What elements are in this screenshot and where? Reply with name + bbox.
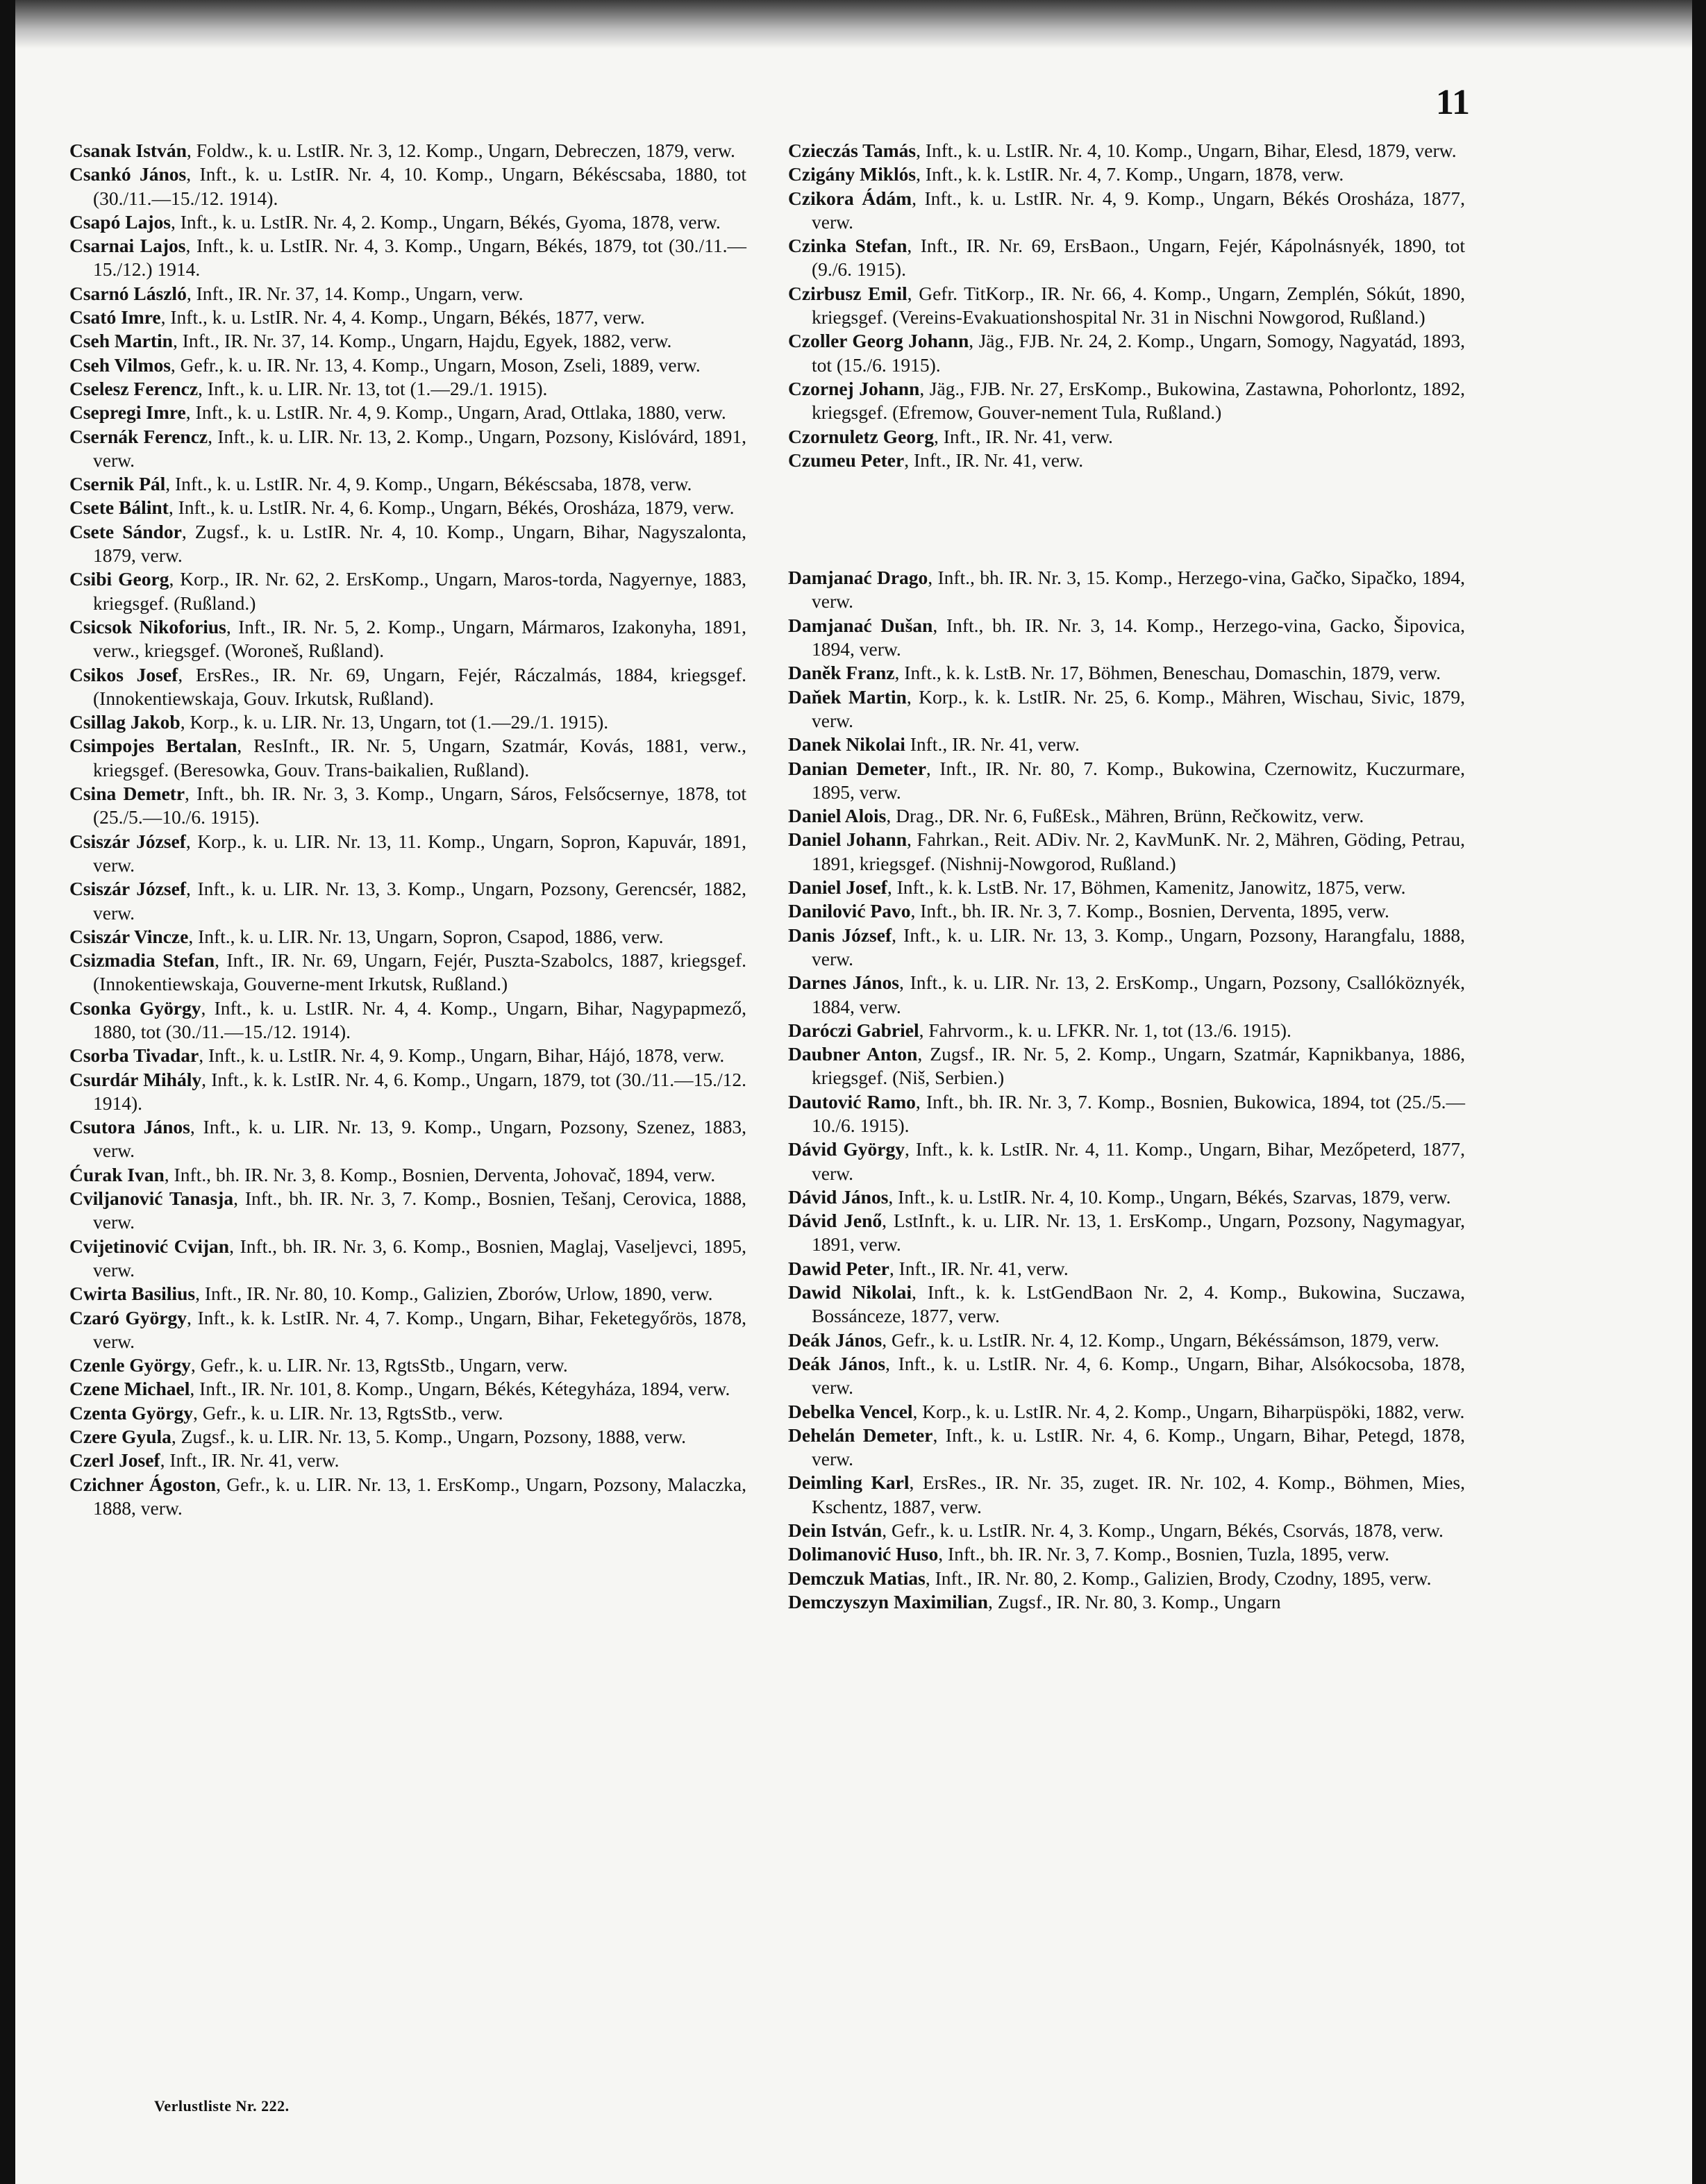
entry-details: , Inft., bh. IR. Nr. 3, 8. Komp., Bosnien, Derventa, Johovač, 1894, verw. bbox=[164, 1163, 716, 1185]
entry-details: , Inft., k. k. LstIR. Nr. 4, 7. Komp., Ungarn, Bihar, Feketegyőrös, 1878, verw. bbox=[93, 1306, 746, 1352]
entry-details: , Foldw., k. u. LstIR. Nr. 3, 12. Komp., Ungarn, Debreczen, 1879, verw. bbox=[186, 140, 735, 161]
left-column bbox=[69, 139, 746, 1520]
entry-details: , Inft., bh. IR. Nr. 3, 14. Komp., Herzego-vina, Gacko, Šipovica, 1894, verw. bbox=[812, 614, 1465, 660]
entry-name: Csete Bálint bbox=[69, 497, 169, 519]
entry-name: Dein István bbox=[788, 1519, 883, 1542]
entry-name: Czinka Stefan bbox=[788, 235, 908, 257]
entry-name: Csató Imre bbox=[69, 306, 161, 328]
list-entry bbox=[69, 925, 746, 949]
entry-details: , Inft., k. u. LIR. Nr. 13, 2. ErsKomp., Ungarn, Pozsony, Csallóköznyék, 1884, verw. bbox=[812, 972, 1466, 1017]
entry-details: , Inft., k. u. LstIR. Nr. 4, 3. Komp., Ungarn, Békés, 1879, tot (30./11.—15./12.) 1914. bbox=[93, 235, 746, 281]
list-entry bbox=[69, 425, 746, 473]
entry-details: , Inft., k. k. LstB. Nr. 17, Böhmen, Beneschau, Domaschin, 1879, verw. bbox=[894, 662, 1441, 684]
list-entry bbox=[788, 685, 1465, 733]
entry-name: Debelka Vencel bbox=[788, 1400, 913, 1422]
list-entry bbox=[788, 1090, 1465, 1138]
list-entry bbox=[788, 566, 1465, 614]
entry-name: Dawid Peter bbox=[788, 1257, 889, 1279]
entry-details: , Gefr., k. u. LstIR. Nr. 4, 3. Komp., Ungarn, Békés, Csorvás, 1878, verw. bbox=[882, 1519, 1444, 1542]
entry-details: , Zugsf., IR. Nr. 5, 2. Komp., Ungarn, Szatmár, Kapnikbanya, 1886, kriegsgef. (Niš, Serbien.) bbox=[812, 1043, 1465, 1089]
entry-details: , Zugsf., k. u. LIR. Nr. 13, 5. Komp., Ungarn, Pozsony, 1888, verw. bbox=[171, 1426, 687, 1448]
entry-details: , LstInft., k. u. LIR. Nr. 13, 1. ErsKomp., Ungarn, Pozsony, Nagymagyar, 1891, verw. bbox=[812, 1210, 1465, 1256]
entry-name: Csizmadia Stefan bbox=[69, 949, 215, 972]
section-d-entries bbox=[788, 566, 1465, 1614]
entry-details: , Korp., k. u. LIR. Nr. 13, Ungarn, tot (1.—29./1. 1915). bbox=[180, 711, 609, 733]
list-entry bbox=[788, 1400, 1465, 1424]
entry-name: Damjanać Dušan bbox=[788, 614, 933, 636]
entry-name: Czornuletz Georg bbox=[788, 425, 934, 447]
entry-name: Dehelán Demeter bbox=[788, 1424, 933, 1446]
entry-name: Cseh Vilmos bbox=[69, 353, 171, 376]
entry-name: Daňek Martin bbox=[788, 685, 907, 708]
entry-name: Deák János bbox=[788, 1352, 886, 1374]
entry-name: Csapó Lajos bbox=[69, 210, 171, 233]
entry-name: Cviljanović Tanasja bbox=[69, 1187, 234, 1210]
list-entry bbox=[788, 661, 1465, 685]
entry-details: , Inft., IR. Nr. 41, verw. bbox=[889, 1257, 1069, 1279]
entry-details: , Gefr., k. u. LIR. Nr. 13, RgtsStb., verw. bbox=[192, 1401, 503, 1424]
entry-details: , Inft., k. u. LstIR. Nr. 4, 6. Komp., Ungarn, Bihar, Alsókocsoba, 1878, verw. bbox=[812, 1352, 1465, 1399]
entry-name: Daubner Anton bbox=[788, 1043, 918, 1065]
list-entry bbox=[788, 329, 1465, 377]
scan-right-edge bbox=[1692, 0, 1706, 2184]
entry-details: , Inft., IR. Nr. 37, 14. Komp., Ungarn, verw. bbox=[186, 282, 524, 304]
list-entry bbox=[69, 1163, 746, 1187]
list-entry bbox=[788, 139, 1465, 162]
list-entry bbox=[69, 472, 746, 496]
list-entry bbox=[69, 282, 746, 306]
list-entry bbox=[69, 1068, 746, 1116]
list-entry bbox=[69, 567, 746, 615]
entry-details: , Inft., k. u. LIR. Nr. 13, tot (1.—29./1. 1915). bbox=[198, 377, 548, 399]
entry-details: , Korp., IR. Nr. 62, 2. ErsKomp., Ungarn, Maros-torda, Nagyernye, 1883, kriegsgef. (Rußland.) bbox=[93, 568, 746, 614]
entry-details: , Inft., k. u. LstIR. Nr. 4, 4. Komp., Ungarn, Bihar, Nagypapmező, 1880, tot (30./11.—15./12. 1914). bbox=[93, 997, 746, 1042]
entry-name: Czikora Ádám bbox=[788, 187, 912, 209]
list-entry bbox=[788, 282, 1465, 330]
entry-name: Csernák Ferencz bbox=[69, 425, 208, 447]
list-entry bbox=[69, 1449, 746, 1472]
list-entry bbox=[788, 1542, 1465, 1566]
entry-name: Cseh Martin bbox=[69, 330, 173, 352]
list-entry bbox=[788, 1257, 1465, 1281]
entry-name: Csiszár József bbox=[69, 878, 186, 900]
entry-details: , Inft., IR. Nr. 80, 2. Komp., Galizien, Brody, Czodny, 1895, verw. bbox=[925, 1567, 1432, 1589]
entry-name: Csanak István bbox=[69, 140, 187, 161]
entry-name: Csonka György bbox=[69, 997, 201, 1019]
entry-details: , Jäg., FJB. Nr. 24, 2. Komp., Ungarn, Somogy, Nagyatád, 1893, tot (15./6. 1915). bbox=[812, 330, 1465, 376]
entry-details: , Inft., k. u. LstIR. Nr. 4, 9. Komp., Ungarn, Arad, Ottlaka, 1880, verw. bbox=[185, 401, 726, 424]
entry-name: Czaró György bbox=[69, 1306, 187, 1328]
entry-name: Daniel Johann bbox=[788, 828, 908, 851]
entry-name: Demczuk Matias bbox=[788, 1567, 926, 1589]
list-entry bbox=[69, 496, 746, 519]
list-entry bbox=[69, 306, 746, 329]
entry-name: Dávid Jenő bbox=[788, 1210, 883, 1232]
entry-details: , Inft., k. k. LstB. Nr. 17, Böhmen, Kamenitz, Janowitz, 1875, verw. bbox=[887, 876, 1406, 899]
entry-name: Deák János bbox=[788, 1328, 883, 1351]
list-entry bbox=[69, 1425, 746, 1449]
entry-name: Csiszár József bbox=[69, 830, 186, 852]
page-number: 11 bbox=[1435, 83, 1470, 122]
list-entry bbox=[788, 1424, 1465, 1472]
list-entry bbox=[788, 1471, 1465, 1519]
entry-name: Czumeu Peter bbox=[788, 449, 905, 471]
entry-details: , Inft., k. u. LstIR. Nr. 4, 10. Komp., Ungarn, Békéscsaba, 1880, tot (30./11.—15./12. 1914). bbox=[93, 163, 746, 209]
list-entry bbox=[788, 757, 1465, 805]
entry-details: , Zugsf., k. u. LstIR. Nr. 4, 10. Komp., Ungarn, Bihar, Nagyszalonta, 1879, verw. bbox=[93, 520, 746, 567]
entry-details: , Inft., IR. Nr. 41, verw. bbox=[904, 449, 1084, 471]
entry-details: , Drag., DR. Nr. 6, FußEsk., Mähren, Brünn, Rečkowitz, verw. bbox=[886, 805, 1364, 827]
list-entry bbox=[788, 449, 1465, 472]
entry-details: , Inft., IR. Nr. 80, 7. Komp., Bukowina, Czernowitz, Kuczurmare, 1895, verw. bbox=[812, 757, 1465, 803]
entry-name: Csikos Josef bbox=[69, 663, 178, 685]
entry-name: Ćurak Ivan bbox=[69, 1163, 165, 1185]
entry-name: Dautović Ramo bbox=[788, 1090, 916, 1112]
entry-details: , Inft., k. u. LstIR. Nr. 4, 10. Komp., Ungarn, Békés, Szarvas, 1879, verw. bbox=[888, 1185, 1451, 1208]
entry-name: Daniel Alois bbox=[788, 805, 887, 827]
entry-name: Czigány Miklós bbox=[788, 163, 917, 185]
entry-details: , Inft., IR. Nr. 37, 14. Komp., Ungarn, Hajdu, Egyek, 1882, verw. bbox=[172, 330, 672, 352]
entry-details: , Korp., k. u. LstIR. Nr. 4, 2. Komp., Ungarn, Biharpüspöki, 1882, verw. bbox=[912, 1400, 1465, 1422]
entry-details: , Inft., k. u. LIR. Nr. 13, 3. Komp., Ungarn, Pozsony, Gerencsér, 1882, verw. bbox=[93, 878, 746, 924]
entry-name: Csete Sándor bbox=[69, 520, 182, 542]
entry-details: , Inft., IR. Nr. 41, verw. bbox=[160, 1449, 340, 1472]
list-entry bbox=[788, 1567, 1465, 1590]
entry-details: , Inft., bh. IR. Nr. 3, 7. Komp., Bosnien, Tešanj, Cerovica, 1888, verw. bbox=[93, 1187, 746, 1233]
list-entry bbox=[69, 1282, 746, 1306]
entry-name: Csicsok Nikoforius bbox=[69, 615, 226, 637]
list-entry bbox=[788, 828, 1465, 876]
entry-name: Czenta György bbox=[69, 1401, 193, 1424]
list-entry bbox=[69, 329, 746, 353]
entry-details: , Inft., k. k. LstIR. Nr. 4, 7. Komp., Ungarn, 1878, verw. bbox=[916, 163, 1344, 185]
list-entry bbox=[788, 1352, 1465, 1400]
list-entry bbox=[69, 1235, 746, 1283]
entry-details: , Gefr. TitKorp., IR. Nr. 66, 4. Komp., Ungarn, Zemplén, Sókút, 1890, kriegsgef. (Vereins-Evakuationshospital Nr. 31 in Nischni Nowgorod, Rußland.) bbox=[812, 282, 1465, 328]
entry-name: Csina Demetr bbox=[69, 783, 185, 805]
entry-details: , Inft., k. u. LstIR. Nr. 4, 9. Komp., Ungarn, Békéscsaba, 1878, verw. bbox=[165, 473, 692, 495]
entry-name: Cvijetinović Cvijan bbox=[69, 1235, 230, 1257]
list-entry bbox=[788, 1519, 1465, 1542]
entry-name: Daróczi Gabriel bbox=[788, 1019, 919, 1041]
entry-details: , Inft., k. u. LstIR. Nr. 4, 10. Komp., Ungarn, Bihar, Elesd, 1879, verw. bbox=[916, 140, 1457, 161]
entry-name: Darnes János bbox=[788, 972, 899, 994]
entry-name: Danilović Pavo bbox=[788, 900, 911, 922]
entry-details: , Inft., k. u. LstIR. Nr. 4, 9. Komp., Ungarn, Bihar, Hájó, 1878, verw. bbox=[199, 1044, 725, 1067]
list-entry bbox=[69, 615, 746, 663]
entry-name: Czerl Josef bbox=[69, 1449, 160, 1472]
entry-name: Dolimanović Huso bbox=[788, 1543, 939, 1565]
list-entry bbox=[788, 1137, 1465, 1185]
entry-name: Csarnó László bbox=[69, 282, 187, 304]
entry-name: Czere Gyula bbox=[69, 1426, 172, 1448]
entry-name: Csillag Jakob bbox=[69, 711, 181, 733]
list-entry bbox=[69, 401, 746, 424]
entry-details: , Inft., bh. IR. Nr. 3, 7. Komp., Bosnien, Tuzla, 1895, verw. bbox=[938, 1543, 1389, 1565]
list-entry bbox=[788, 1019, 1465, 1042]
entry-name: Daniel Josef bbox=[788, 876, 887, 899]
entry-name: Czieczás Tamás bbox=[788, 140, 917, 161]
list-entry bbox=[788, 804, 1465, 828]
list-entry bbox=[69, 1306, 746, 1354]
entry-name: Czichner Ágoston bbox=[69, 1473, 217, 1495]
list-entry bbox=[69, 520, 746, 568]
list-entry bbox=[788, 971, 1465, 1019]
entry-details: , Inft., k. u. LIR. Nr. 13, 3. Komp., Ungarn, Pozsony, Harangfalu, 1888, verw. bbox=[812, 924, 1465, 969]
section-c-entries bbox=[788, 139, 1465, 472]
entry-name: Dawid Nikolai bbox=[788, 1281, 912, 1303]
list-entry bbox=[788, 1281, 1465, 1328]
entry-details: , Gefr., k. u. LstIR. Nr. 4, 12. Komp., Ungarn, Békéssámson, 1879, verw. bbox=[882, 1328, 1439, 1351]
list-entry bbox=[69, 663, 746, 711]
right-column bbox=[788, 139, 1465, 1614]
entry-details: , Inft., IR. Nr. 80, 10. Komp., Galizien, Zborów, Urlow, 1890, verw. bbox=[195, 1283, 713, 1305]
entry-name: Csernik Pál bbox=[69, 473, 166, 495]
entry-details: , Korp., k. k. LstIR. Nr. 25, 6. Komp., Mähren, Wischau, Sivic, 1879, verw. bbox=[812, 685, 1465, 731]
entry-details: , Fahrvorm., k. u. LFKR. Nr. 1, tot (13./6. 1915). bbox=[919, 1019, 1291, 1041]
list-entry bbox=[69, 734, 746, 782]
entry-details: , Inft., k. u. LIR. Nr. 13, 2. Komp., Ungarn, Pozsony, Kislóvárd, 1891, verw. bbox=[93, 425, 746, 471]
entry-details: , Inft., k. u. LstIR. Nr. 4, 9. Komp., Ungarn, Békés Orosháza, 1877, verw. bbox=[812, 187, 1465, 233]
entry-name: Csurdár Mihály bbox=[69, 1068, 202, 1090]
entry-name: Csiszár Vincze bbox=[69, 925, 189, 947]
list-entry bbox=[788, 924, 1465, 972]
entry-name: Csarnai Lajos bbox=[69, 235, 186, 257]
list-entry bbox=[788, 1328, 1465, 1352]
list-entry bbox=[69, 1377, 746, 1401]
entry-details: , Inft., k. u. LstIR. Nr. 4, 6. Komp., Ungarn, Békés, Orosháza, 1879, verw. bbox=[168, 497, 735, 519]
entry-details: , Gefr., k. u. LIR. Nr. 13, 1. ErsKomp., Ungarn, Pozsony, Malaczka, 1888, verw. bbox=[93, 1473, 746, 1519]
entry-name: Daněk Franz bbox=[788, 662, 895, 684]
list-entry bbox=[788, 425, 1465, 449]
list-entry bbox=[788, 234, 1465, 282]
entry-details: , ErsRes., IR. Nr. 35, zuget. IR. Nr. 102, 4. Komp., Böhmen, Mies, Kschentz, 1887, verw. bbox=[812, 1472, 1465, 1517]
entry-details: , Inft., k. u. LIR. Nr. 13, Ungarn, Sopron, Csapod, 1886, verw. bbox=[188, 925, 664, 947]
list-entry bbox=[788, 187, 1465, 235]
entry-name: Csimpojes Bertalan bbox=[69, 735, 237, 757]
list-entry bbox=[69, 1353, 746, 1377]
list-entry bbox=[788, 1185, 1465, 1209]
entry-name: Czoller Georg Johann bbox=[788, 330, 969, 352]
list-entry bbox=[69, 353, 746, 377]
entry-details: , Gefr., k. u. IR. Nr. 13, 4. Komp., Ungarn, Moson, Zseli, 1889, verw. bbox=[170, 353, 701, 376]
list-entry bbox=[69, 139, 746, 162]
list-entry bbox=[69, 877, 746, 925]
entry-details: , Inft., bh. IR. Nr. 3, 7. Komp., Bosnien, Derventa, 1895, verw. bbox=[910, 900, 1389, 922]
list-entry bbox=[69, 1187, 746, 1235]
list-entry bbox=[788, 899, 1465, 923]
list-entry bbox=[69, 1473, 746, 1521]
list-entry bbox=[69, 949, 746, 997]
list-entry bbox=[788, 876, 1465, 899]
scan-top-edge bbox=[0, 0, 1706, 49]
entry-details: , Inft., k. k. LstIR. Nr. 4, 6. Komp., Ungarn, 1879, tot (30./11.—15./12. 1914). bbox=[93, 1068, 746, 1114]
entry-details: , Inft., IR. Nr. 101, 8. Komp., Ungarn, Békés, Kétegyháza, 1894, verw. bbox=[190, 1378, 730, 1400]
entry-name: Czene Michael bbox=[69, 1378, 190, 1400]
entry-name: Czornej Johann bbox=[788, 377, 920, 399]
entry-details: , ErsRes., IR. Nr. 69, Ungarn, Fejér, Ráczalmás, 1884, kriegsgef. (Innokentiewskaja, Gouv. Irkutsk, Rußland). bbox=[93, 663, 746, 709]
entry-name: Danian Demeter bbox=[788, 757, 926, 779]
footer-list-number: Verlustliste Nr. 222. bbox=[154, 2097, 290, 2115]
list-entry bbox=[69, 997, 746, 1044]
entry-details: , Inft., k. k. LstGendBaon Nr. 2, 4. Komp., Bukowina, Suczawa, Bossánceze, 1877, verw. bbox=[812, 1281, 1465, 1327]
scan-left-edge bbox=[0, 0, 15, 2184]
list-entry bbox=[69, 830, 746, 878]
entry-details: Inft., IR. Nr. 41, verw. bbox=[905, 733, 1080, 756]
entry-name: Csankó János bbox=[69, 163, 187, 185]
entry-name: Cwirta Basilius bbox=[69, 1283, 196, 1305]
entry-details: , Gefr., k. u. LIR. Nr. 13, RgtsStb., Ungarn, verw. bbox=[190, 1354, 568, 1376]
entry-details: , Inft., bh. IR. Nr. 3, 6. Komp., Bosnien, Maglaj, Vaseljevci, 1895, verw. bbox=[93, 1235, 746, 1281]
entry-name: Damjanać Drago bbox=[788, 567, 928, 589]
entry-details: , Inft., k. u. LIR. Nr. 13, 9. Komp., Ungarn, Pozsony, Szenez, 1883, verw. bbox=[93, 1116, 746, 1162]
list-entry bbox=[69, 1115, 746, 1163]
entry-details: , ResInft., IR. Nr. 5, Ungarn, Szatmár, Kovás, 1881, verw., kriegsgef. (Beresowka, Gouv. Trans-baikalien, Rußland). bbox=[93, 735, 746, 781]
list-entry bbox=[69, 782, 746, 830]
entry-name: Cselesz Ferencz bbox=[69, 377, 199, 399]
list-entry bbox=[788, 733, 1465, 756]
entry-details: , Inft., k. k. LstIR. Nr. 4, 11. Komp., Ungarn, Bihar, Mezőpeterd, 1877, verw. bbox=[812, 1138, 1466, 1184]
list-entry bbox=[788, 1590, 1465, 1614]
list-entry bbox=[788, 1209, 1465, 1257]
entry-name: Deimling Karl bbox=[788, 1472, 910, 1494]
entry-details: , Inft., bh. IR. Nr. 3, 3. Komp., Ungarn, Sáros, Felsőcsernye, 1878, tot (25./5.—10./6. 1915). bbox=[93, 783, 746, 828]
list-entry bbox=[69, 377, 746, 401]
entry-name: Czirbusz Emil bbox=[788, 282, 908, 304]
list-entry bbox=[69, 1044, 746, 1067]
entry-name: Czenle György bbox=[69, 1354, 191, 1376]
list-entry bbox=[788, 614, 1465, 662]
entry-details: , Inft., k. u. LstIR. Nr. 4, 6. Komp., Ungarn, Bihar, Petegd, 1878, verw. bbox=[812, 1424, 1465, 1470]
entry-details: , Inft., k. u. LstIR. Nr. 4, 2. Komp., Ungarn, Békés, Gyoma, 1878, verw. bbox=[170, 210, 721, 233]
entry-name: Dávid György bbox=[788, 1138, 905, 1160]
entry-name: Dávid János bbox=[788, 1185, 889, 1208]
entry-details: , Inft., IR. Nr. 69, ErsBaon., Ungarn, Fejér, Kápolnásnyék, 1890, tot (9./6. 1915). bbox=[812, 235, 1466, 281]
entry-name: Demczyszyn Maximilian bbox=[788, 1590, 988, 1612]
list-entry bbox=[69, 234, 746, 282]
entry-name: Danis József bbox=[788, 924, 892, 946]
entry-details: , Inft., IR. Nr. 69, Ungarn, Fejér, Puszta-Szabolcs, 1887, kriegsgef. (Innokentiewskaja, Gouverne-ment Irkutsk, Rußland.) bbox=[93, 949, 746, 995]
entry-details: , Inft., k. u. LstIR. Nr. 4, 4. Komp., Ungarn, Békés, 1877, verw. bbox=[160, 306, 645, 328]
list-entry bbox=[69, 1401, 746, 1425]
entry-details: , Zugsf., IR. Nr. 80, 3. Komp., Ungarn bbox=[987, 1590, 1281, 1612]
entry-name: Csepregi Imre bbox=[69, 401, 186, 424]
entry-details: , Inft., bh. IR. Nr. 3, 15. Komp., Herzego-vina, Gačko, Sipačko, 1894, verw. bbox=[812, 567, 1465, 612]
entry-name: Danek Nikolai bbox=[788, 733, 905, 756]
entry-details: , Inft., IR. Nr. 5, 2. Komp., Ungarn, Mármaros, Izakonyha, 1891, verw., kriegsgef. (Woroneš, Rußland). bbox=[93, 615, 747, 662]
entry-details: , Fahrkan., Reit. ADiv. Nr. 2, KavMunK. Nr. 2, Mähren, Göding, Petrau, 1891, kriegsgef. (Nishnij-Nowgorod, Rußland.) bbox=[812, 828, 1465, 874]
list-entry bbox=[69, 710, 746, 734]
entry-details: , Jäg., FJB. Nr. 27, ErsKomp., Bukowina, Zastawna, Pohorlontz, 1892, kriegsgef. (Efremow, Gouver-nement Tula, Rußland.) bbox=[812, 377, 1466, 424]
entry-name: Csutora János bbox=[69, 1116, 190, 1138]
entry-details: , Inft., bh. IR. Nr. 3, 7. Komp., Bosnien, Bukowica, 1894, tot (25./5.—10./6. 1915). bbox=[812, 1090, 1465, 1136]
entry-name: Csibi Georg bbox=[69, 568, 169, 590]
list-entry bbox=[69, 162, 746, 210]
entry-name: Csorba Tivadar bbox=[69, 1044, 199, 1067]
entry-details: , Inft., IR. Nr. 41, verw. bbox=[934, 425, 1113, 447]
list-entry bbox=[788, 162, 1465, 186]
section-gap bbox=[788, 472, 1465, 566]
list-entry bbox=[788, 377, 1465, 425]
list-entry bbox=[69, 210, 746, 234]
entry-details: , Korp., k. u. LIR. Nr. 13, 11. Komp., Ungarn, Sopron, Kapuvár, 1891, verw. bbox=[93, 830, 746, 876]
list-entry bbox=[788, 1042, 1465, 1090]
